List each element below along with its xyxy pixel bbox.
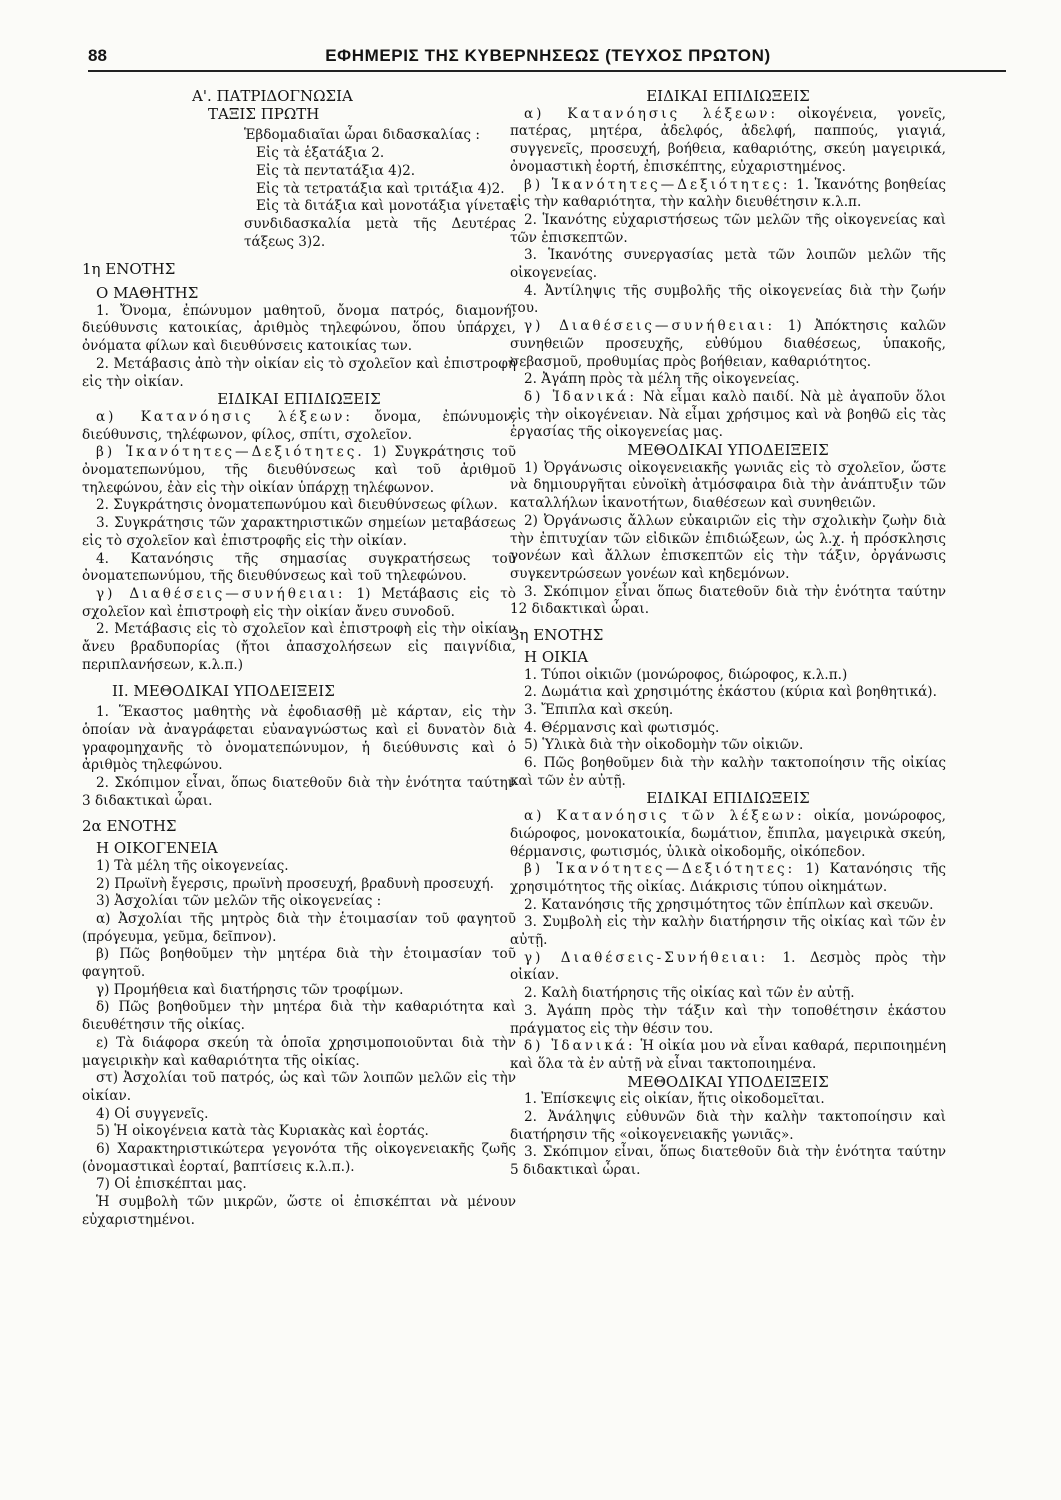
item-text: οἰκογένεια, γονεῖς, πατέρας, μητέρα, ἀδελφός, ἀδελφή, παππούς, γιαγιά, συγγενεῖς, προσευχή, βοήθεια, καθαριότης, σκεύη μαγειρικά, ὀνομαστικὴ ἑορτή, ἐπισκέπτης, εὐχαριστημένος. [510, 105, 946, 175]
paragraph: β) Πῶς βοηθοῦμεν τὴν μητέρα διὰ τὴν ἑτοιμασίαν τοῦ φαγητοῦ. [82, 946, 516, 981]
item-text: 1. Δεσμὸς πρὸς τὴν οἰκίαν. [510, 949, 947, 984]
unit-label: 3η ΕΝΟΤΗΣ [510, 626, 604, 645]
paragraph: 4. Ἀντίληψις τῆς συμβολῆς τῆς οἰκογενείας διὰ τὴν ζωήν του. [510, 282, 946, 317]
paragraph: 3. Συγκράτησις τῶν χαρακτηριστικῶν σημείων μεταβάσεως εἰς τὸ σχολεῖον καὶ ἐπιστροφῆς εἰς τὴν οἰκίαν. [82, 515, 516, 549]
header-title: ΕΦΗΜΕΡΙΣ ΤΗΣ ΚΥΒΕΡΝΗΣΕΩΣ (ΤΕΥΧΟΣ ΠΡΩΤΟΝ) [325, 46, 771, 65]
methodical-heading: ΜΕΘΟΔΙΚΑΙ ΥΠΟΔΕΙΞΕΙΣ [627, 1072, 829, 1091]
item-text: οἰκία, μονώροφος, διώροφος, μονοκατοικία, δωμάτιον, ἔπιπλα, μαγειρικὰ σκεύη, θέρμανσις, φωτισμός, ὑλικὰ οἰκοδομῆς, οἰκόπεδον. [510, 808, 946, 860]
paragraph [510, 318, 946, 371]
paragraph [510, 389, 946, 442]
paragraph: 1. Ἕκαστος μαθητὴς νὰ ἐφοδιασθῇ μὲ κάρταν, εἰς τὴν ὁποίαν νὰ ἀναγράφεται εὐαναγνώστως καὶ εἰ δυνατὸν διὰ γραφομηχανῆς τὸ ὀνοματεπώνυμον, ἡ διεύθυνσις καὶ ὁ ἀριθμὸς τηλεφώνου. [82, 704, 516, 774]
unit-label: 1η ΕΝΟΤΗΣ [82, 260, 176, 279]
item-label: β) Ἱκανότητες—Δεξιότητες: [524, 176, 791, 193]
paragraph: 2. Ἱκανότης εὐχαριστήσεως τῶν μελῶν τῆς οἰκογενείας καὶ τῶν ἐπισκεπτῶν. [510, 211, 946, 246]
paragraph [510, 861, 946, 896]
paragraph [510, 808, 946, 861]
paragraph: 3. Ἱκανότης συνεργασίας μετὰ τῶν λοιπῶν μελῶν τῆς οἰκογενείας. [510, 247, 946, 282]
schedule-line: Εἰς τὰ πεντατάξια 4)2. [256, 162, 416, 179]
paragraph: 6) Χαρακτηριστικώτερα γεγονότα τῆς οἰκογενειακῆς ζωῆς (ὀνομαστικαὶ ἑορταί, βαπτίσεις κ.λ.π.). [82, 1141, 516, 1175]
unit-title: Η ΟΙΚΙΑ [524, 647, 589, 666]
item-label: γ) Διαθέσεις—συνήθειαι: [96, 585, 346, 602]
paragraph: 2. Μετάβασις ἀπὸ τὴν οἰκίαν εἰς τὸ σχολεῖον καὶ ἐπιστροφὴ εἰς τὴν οἰκίαν. [82, 355, 516, 390]
item-text: Νὰ εἶμαι καλὸ παιδί. Νὰ μὲ ἀγαποῦν ὅλοι εἰς τὴν οἰκογένειαν. Νὰ εἶμαι χρήσιμος καὶ νὰ βοηθῶ εἰς τὰς ἐργασίας τῆς οἰκογενείας μας. [510, 388, 947, 441]
section-title: Α'. ΠΑΤΡΙΔΟΓΝΩΣΙΑ [192, 87, 353, 105]
unit-label: 2α ΕΝΟΤΗΣ [82, 817, 177, 836]
paragraph [82, 409, 516, 444]
unit-title: Η ΟΙΚΟΓΕΝΕΙΑ [96, 839, 218, 858]
paragraph: 2. Μετάβασις εἰς τὸ σχολεῖον καὶ ἐπιστροφὴ εἰς τὴν οἰκίαν ἄνευ βραδυπορίας (ἤτοι ἀπασχολήσεων εἰς παιγνίδια, περιπλανήσεων, κ.λ.π.) [82, 621, 516, 673]
paragraph: 5) Ἡ οἰκογένεια κατὰ τὰς Κυριακὰς καὶ ἑορτάς. [96, 1123, 429, 1140]
methodical-heading: ΜΕΘΟΔΙΚΑΙ ΥΠΟΔΕΙΞΕΙΣ [627, 441, 829, 460]
schedule-line: Εἰς τὰ ἑξατάξια 2. [256, 145, 385, 162]
paragraph: 5) Ὑλικὰ διὰ τὴν οἰκοδομὴν τῶν οἰκιῶν. [524, 737, 804, 754]
paragraph: 2. Ἀνάληψις εὐθυνῶν διὰ τὴν καλὴν τακτοποίησιν καὶ διατήρησιν τῆς «οἰκογενειακῆς γωνιᾶς». [510, 1109, 946, 1143]
item-text: 1) Κατανόησις τῆς χρησιμότητος τῆς οἰκίας. Διάκρισις τύπου οἰκημάτων. [510, 861, 946, 895]
paragraph: 3. Ἀγάπη πρὸς τὴν τάξιν καὶ τὴν τοποθέτησιν ἑκάστου πράγματος εἰς τὴν θέσιν του. [510, 1002, 946, 1037]
paragraph: 1) Τὰ μέλη τῆς οἰκογενείας. [96, 857, 289, 874]
paragraph: δ) Πῶς βοηθοῦμεν τὴν μητέρα διὰ τὴν καθαριότητα καὶ διευθέτησιν τῆς οἰκίας. [82, 999, 516, 1034]
left-column [82, 88, 516, 1230]
paragraph: 2. Κατανόησις τῆς χρησιμότητος τῶν ἐπίπλων καὶ σκευῶν. [524, 896, 934, 913]
item-label: δ) Ἰδανικά: [524, 388, 637, 405]
paragraph: 3. Σκόπιμον εἶναι ὅπως διατεθοῦν διὰ τὴν ἑνότητα ταύτην 12 διδακτικαὶ ὧραι. [510, 583, 946, 618]
paragraph: 2) Ὀργάνωσις ἄλλων εὐκαιριῶν εἰς τὴν σχολικὴν ζωὴν διὰ τὴν ἐπιτυχίαν τῶν εἰδικῶν ἐπιδιώξεων, ὡς λ.χ. ἡ πρόσκλησις γονέων καὶ ἄλλων ἐπισκεπτῶν εἰς τὴν τάξιν, ὀργάνωσις συγκεντρώσεων γονέων καὶ κηδεμόνων. [510, 512, 946, 582]
special-objectives-heading: ΕΙΔΙΚΑΙ ΕΠΙΔΙΩΞΕΙΣ [646, 87, 810, 105]
paragraph: 3. Ἔπιπλα καὶ σκεύη. [524, 701, 674, 718]
paragraph: Ἡ συμβολὴ τῶν μικρῶν, ὥστε οἱ ἐπισκέπται νὰ μένουν εὐχαριστημένοι. [82, 1194, 516, 1228]
paragraph: 2) Πρωϊνὴ ἔγερσις, πρωϊνὴ προσευχή, βραδυνὴ προσευχή. [96, 875, 494, 892]
paragraph: 2. Σκόπιμον εἶναι, ὅπως διατεθοῦν διὰ τὴν ἑνότητα ταύτην 3 διδακτικαὶ ὧραι. [82, 775, 516, 809]
special-objectives-heading: ΕΙΔΙΚΑΙ ΕΠΙΔΙΩΞΕΙΣ [646, 789, 810, 808]
schedule-line: Ἑβδομαδιαῖαι ὧραι διδασκαλίας : [244, 127, 480, 144]
paragraph [510, 950, 946, 985]
paragraph [82, 586, 516, 621]
page-header [88, 40, 1006, 72]
page-number: 88 [88, 46, 107, 65]
paragraph: 4. Κατανόησις τῆς σημασίας συγκρατήσεως τοῦ ὀνοματεπωνύμου, τῆς διευθύνσεως καὶ τοῦ τηλεφώνου. [82, 550, 516, 585]
item-text: 1. Ἱκανότης βοηθείας εἰς τὴν καθαριότητα, τὴν καλὴν διευθέτησιν κ.λ.π. [510, 176, 947, 211]
item-text: ὄνομα, ἐπώνυμον, διεύθυνσις, τηλέφωνον, φίλος, σπίτι, σχολεῖον. [82, 408, 517, 443]
item-label: β) Ἱκανότητες—Δεξιότητες. [96, 444, 365, 461]
item-label: β) Ἱκανότητες—Δεξιότητες: [524, 861, 796, 878]
paragraph [510, 177, 946, 212]
item-label: γ) Διαθέσεις—συνήθειαι: [524, 318, 776, 335]
paragraph: 3. Συμβολὴ εἰς τὴν καλὴν διατήρησιν τῆς οἰκίας καὶ τῶν ἐν αὐτῇ. [510, 914, 946, 949]
item-label: γ) Διαθέσεις-Συνήθειαι: [524, 949, 769, 966]
paragraph [82, 444, 516, 497]
paragraph: 2. Συγκράτησις ὀνοματεπωνύμου καὶ διευθύνσεως φίλων. [96, 497, 498, 514]
class-title: ΤΑΞΙΣ ΠΡΩΤΗ [208, 104, 320, 123]
paragraph: α) Ἀσχολίαι τῆς μητρὸς διὰ τὴν ἑτοιμασίαν τοῦ φαγητοῦ (πρόγευμα, γεῦμα, δεῖπνον). [82, 910, 516, 945]
paragraph [510, 106, 946, 177]
paragraph: 2. Ἀγάπη πρὸς τὰ μέλη τῆς οἰκογενείας. [524, 371, 800, 388]
paragraph: 6. Πῶς βοηθοῦμεν διὰ τὴν καλὴν τακτοποίησιν τῆς οἰκίας καὶ τῶν ἐν αὐτῇ. [510, 755, 946, 789]
paragraph: 2. Καλὴ διατήρησις τῆς οἰκίας καὶ τῶν ἐν αὐτῇ. [524, 985, 855, 1002]
paragraph: 7) Οἱ ἐπισκέπται μας. [96, 1176, 247, 1193]
item-text: 1) Ἀπόκτησις καλῶν συνηθειῶν προσευχῆς, εὐθύμου διαθέσεως, ὑπακοῆς, σεβασμοῦ, προθυμίας πρὸς βοήθειαν, καθαριότητος. [510, 318, 947, 370]
item-text: 1) Μετάβασις εἰς τὸ σχολεῖον καὶ ἐπιστροφὴ εἰς τὴν οἰκίαν ἄνευ συνοδοῦ. [82, 585, 516, 620]
paragraph: 4. Θέρμανσις καὶ φωτισμός. [524, 719, 720, 736]
paragraph: 2. Δωμάτια καὶ χρησιμότης ἑκάστου (κύρια καὶ βοηθητικά). [524, 684, 937, 701]
paragraph: 3) Ἀσχολίαι τῶν μελῶν τῆς οἰκογενείας : [96, 893, 382, 910]
item-label: α) Κατανόησις λέξεων: [524, 105, 779, 122]
item-label: δ) Ἰδανικά: [524, 1038, 636, 1055]
paragraph: 4) Οἱ συγγενεῖς. [96, 1105, 209, 1122]
paragraph: στ) Ἀσχολίαι τοῦ πατρός, ὡς καὶ τῶν λοιπῶν μελῶν εἰς τὴν οἰκίαν. [82, 1070, 516, 1104]
schedule-line: Εἰς τὰ διτάξια καὶ μονοτάξια γίνεται συνδιδασκαλία μετὰ τῆς Δευτέρας τάξεως 3)2. [244, 198, 516, 250]
paragraph: ε) Τὰ διάφορα σκεύη τὰ ὁποῖα χρησιμοποιοῦνται διὰ τὴν μαγειρικὴν καὶ καθαριότητα τῆς οἰκίας. [82, 1034, 516, 1069]
weekly-hours-schedule [244, 127, 516, 251]
paragraph [510, 1038, 946, 1073]
paragraph: 1) Ὀργάνωσις οἰκογενειακῆς γωνιᾶς εἰς τὸ σχολεῖον, ὥστε νὰ δημιουργῆται εὐνοϊκὴ ἀτμόσφαιρα διὰ τὴν ἀνάπτυξιν τῶν καταλλήλων ἱκανοτήτων, διαθέσεων καὶ συνηθειῶν. [510, 459, 946, 512]
paragraph: 1. Ὄνομα, ἐπώνυμον μαθητοῦ, ὄνομα πατρός, διαμονή, διεύθυνσις κατοικίας, ἀριθμὸς τηλεφώνου, ὅπου ὑπάρχει, ὀνόματα φίλων καὶ διευθύνσεις κατοικίας των. [82, 302, 516, 355]
paragraph: 1. Τύποι οἰκιῶν (μονώροφος, διώροφος, κ.λ.π.) [524, 666, 848, 683]
paragraph: 3. Σκόπιμον εἶναι, ὅπως διατεθοῦν διὰ τὴν ἑνότητα ταύτην 5 διδακτικαὶ ὧραι. [510, 1144, 946, 1179]
item-label: α) Κατανόησις λέξεων: [96, 408, 354, 425]
unit-title: Ο ΜΑΘΗΤΗΣ [96, 284, 199, 303]
paragraph: 1. Ἐπίσκεψις εἰς οἰκίαν, ἥτις οἰκοδομεῖται. [524, 1091, 825, 1108]
special-objectives-heading: ΕΙΔΙΚΑΙ ΕΠΙΔΙΩΞΕΙΣ [217, 390, 381, 409]
methodical-heading: ΙΙ. ΜΕΘΟΔΙΚΑΙ ΥΠΟΔΕΙΞΕΙΣ [112, 681, 335, 700]
paragraph: γ) Προμήθεια καὶ διατήρησις τῶν τροφίμων. [96, 981, 404, 998]
right-column [510, 88, 946, 1180]
item-text: Ἡ οἰκία μου νὰ εἶναι καθαρά, περιποιημένη καὶ ὅλα τὰ ἐν αὐτῇ νὰ εἶναι τακτοποιημένα. [510, 1038, 947, 1072]
schedule-line: Εἰς τὰ τετρατάξια καὶ τριτάξια 4)2. [256, 180, 505, 197]
item-text: 1) Συγκράτησις τοῦ ὀνοματεπωνύμου, τῆς διευθύνσεως καὶ τοῦ ἀριθμοῦ τηλεφώνου, ἐὰν εἰς τὴν οἰκίαν ὑπάρχῃ τηλέφωνον. [82, 444, 516, 496]
item-label: α) Κατανόησις τῶν λέξεων: [524, 808, 805, 825]
